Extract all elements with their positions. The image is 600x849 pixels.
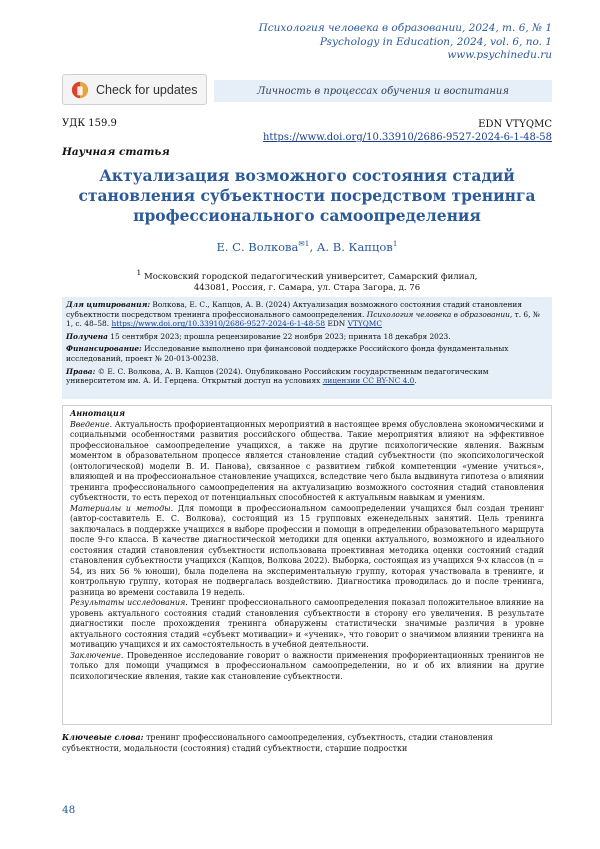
citation-edn-prefix: EDN — [327, 319, 346, 329]
rights-end: . — [414, 376, 417, 386]
affiliation-line1: Московский городской педагогический университет, Самарский филиал, — [144, 271, 478, 282]
abstract-conclusion — [70, 651, 544, 683]
journal-website[interactable]: www.psychinedu.ru — [447, 49, 552, 61]
authors — [62, 239, 552, 254]
author-kaptsov-sup: 1 — [392, 239, 398, 248]
author-separator: , — [309, 239, 317, 254]
section-label: Личность в процессах обучения и воспитания — [214, 80, 552, 102]
funding-label: Финансирование: — [66, 344, 142, 354]
abstract-methods-label: Материалы и методы. — [70, 503, 174, 513]
abstract-heading: Аннотация — [70, 409, 126, 418]
abstract-methods — [70, 504, 544, 599]
dates-label: Получена — [66, 331, 108, 341]
affiliation-line2: 443081, Россия, г. Самара, ул. Стара Загора, д. 76 — [193, 282, 421, 293]
udk-code: УДК 159.9 — [62, 118, 117, 129]
affiliation-sup: 1 — [136, 268, 142, 277]
funding-text: Исследование выполнено при финансовой поддержке Российского фонда фундаментальных исследований, проект № 20-013-00238. — [66, 344, 509, 363]
journal-header — [259, 22, 552, 63]
citation-pages: т. 6, № 1, с. 48–58. — [66, 309, 540, 329]
rights — [66, 367, 548, 386]
citation-edn-link[interactable]: VTYQMC — [347, 319, 383, 329]
keywords-label: Ключевые слова: — [62, 733, 144, 742]
check-for-updates-label: Check for updates — [96, 82, 198, 97]
abstract-results-text: Тренинг профессионального самоопределения показал положительное влияние на уровень актуального состояния стадий становления субъектности в сторону его увеличения. В результате диагностики после прохождения тренинга обнаружены статистически значимые различия в уровне актуального состояния стадий «субъект мотивации» и «ученик», что говорит о значимом влиянии тренинга на мотивацию учащихся и их самостоятельность в учебной деятельности. — [70, 598, 544, 649]
funding — [66, 344, 548, 363]
abstract-intro-text: Актуальность профориентационных мероприятий в настоящее время обусловлена экономическими и социальными особенностями развития российского общества. Такие мероприятия влияют на эффективное профессиональное самоопределение учащихся, а также на другие психологические явления. Важным моментом в образовательном процессе является становление стадий субъектности (по экопсихологической (онтологической) модели В. И. Панова), связанное с развитием гибкой компетенции «умение учиться», влияющей и на профессиональное становление учащихся, вследствие чего была выдвинута гипотеза о влиянии тренинга профессионального самоопределения на актуализацию возможного состояния стадий становления субъектности, то есть переход от потенциальных способностей к актуальным навыкам и умениям. — [70, 419, 544, 502]
journal-title-en: Psychology in Education, 2024, vol. 6, no. 1 — [319, 35, 552, 48]
keywords-text: тренинг профессионального самоопределения, субъектность, стадии становления субъектности, модальности (состояния) стадий субъектности, старшие подростки — [62, 733, 493, 753]
journal-title-ru: Психология человека в образовании, 2024, т. 6, № 1 — [258, 22, 552, 34]
abstract-intro-label: Введение. — [70, 419, 113, 429]
check-for-updates-button[interactable] — [62, 74, 207, 105]
doi-link[interactable]: https://www.doi.org/10.33910/2686-9527-2024-6-1-48-58 — [262, 132, 552, 143]
license-link[interactable]: лицензии CC BY-NC 4.0 — [322, 376, 415, 386]
citation — [66, 300, 548, 329]
affiliation — [62, 267, 552, 294]
citation-label: Для цитирования: — [66, 300, 151, 309]
article-title: Актуализация возможного состояния стадий становления субъектности посредством тренинга профессионального самоопределения — [78, 166, 536, 225]
author-volkova[interactable]: Е. С. Волкова — [216, 239, 299, 254]
rights-label: Права: — [66, 366, 96, 376]
abstract-conclusion-label: Заключение. — [70, 650, 124, 660]
page-number: 48 — [62, 804, 76, 816]
edn-code: EDN VTYQMC — [478, 119, 552, 130]
abstract-conclusion-text: Проведенное исследование говорит о важности применения профориентационных тренингов не только для помощи учащимся в профессиональном самоопределении, но и об их влиянии на другие психологические явления, такие как становление субъектности. — [70, 650, 544, 681]
rights-text: © Е. С. Волкова, А. В. Капцов (2024). Опубликовано Российским государственным педагогическим университетом им. А. И. Герцена. Открытый доступ на условиях — [66, 366, 489, 386]
abstract-results — [70, 598, 544, 651]
article-type: Научная статья — [62, 146, 170, 158]
abstract-results-label: Результаты исследования. — [70, 598, 188, 607]
abstract-methods-text: Для помощи в профессиональном самоопределении учащихся был создан тренинг (автор-составитель Е. С. Волкова), состоящий из 15 групповых еженедельных занятий. Цель тренинга заключалась в поддержке учащихся в выборе профессии и помощи в определении образовательного маршрута после 9-го класса. В качестве диагностической методики для оценки актуального, возможного и идеального состояния стадий становления субъектности использована проективная методика оценки состояний стадий становления субъектности учащихся (Капцов, Волкова 2022). Выборка, состоящая из учащихся 9-х классов (n = 54, из них 56 % юноши), была поделена на экспериментальную группу, которая участвовала в тренинге, и контрольную группу, которая не подвергалась воздействию. Диагностика проводилась до и после тренинга, разница во времени составила 19 недель. — [70, 503, 544, 597]
author-volkova-sup[interactable]: ✉1 — [298, 239, 310, 248]
abstract-introduction — [70, 420, 544, 504]
citation-journal: Психология человека в образовании, — [366, 309, 513, 319]
citation-doi-link[interactable]: https://www.doi.org/10.33910/2686-9527-2024-6-1-48-58 — [111, 319, 326, 329]
dates — [66, 332, 548, 342]
author-kaptsov[interactable]: А. В. Капцов — [316, 239, 393, 254]
article-metadata — [62, 297, 552, 399]
abstract-box — [62, 405, 552, 725]
edn-doi-block — [263, 118, 552, 144]
keywords — [62, 733, 552, 754]
dates-text: 15 сентября 2023; прошла рецензирование 22 ноября 2023; принята 18 декабря 2023. — [110, 331, 451, 341]
citation-text: Волкова, Е. С., Капцов, А. В. (2024) Актуализация возможного состояния стадий становления субъектности посредством тренинга профессионального самоопределения. — [66, 300, 523, 319]
check-for-updates-icon — [71, 81, 89, 99]
